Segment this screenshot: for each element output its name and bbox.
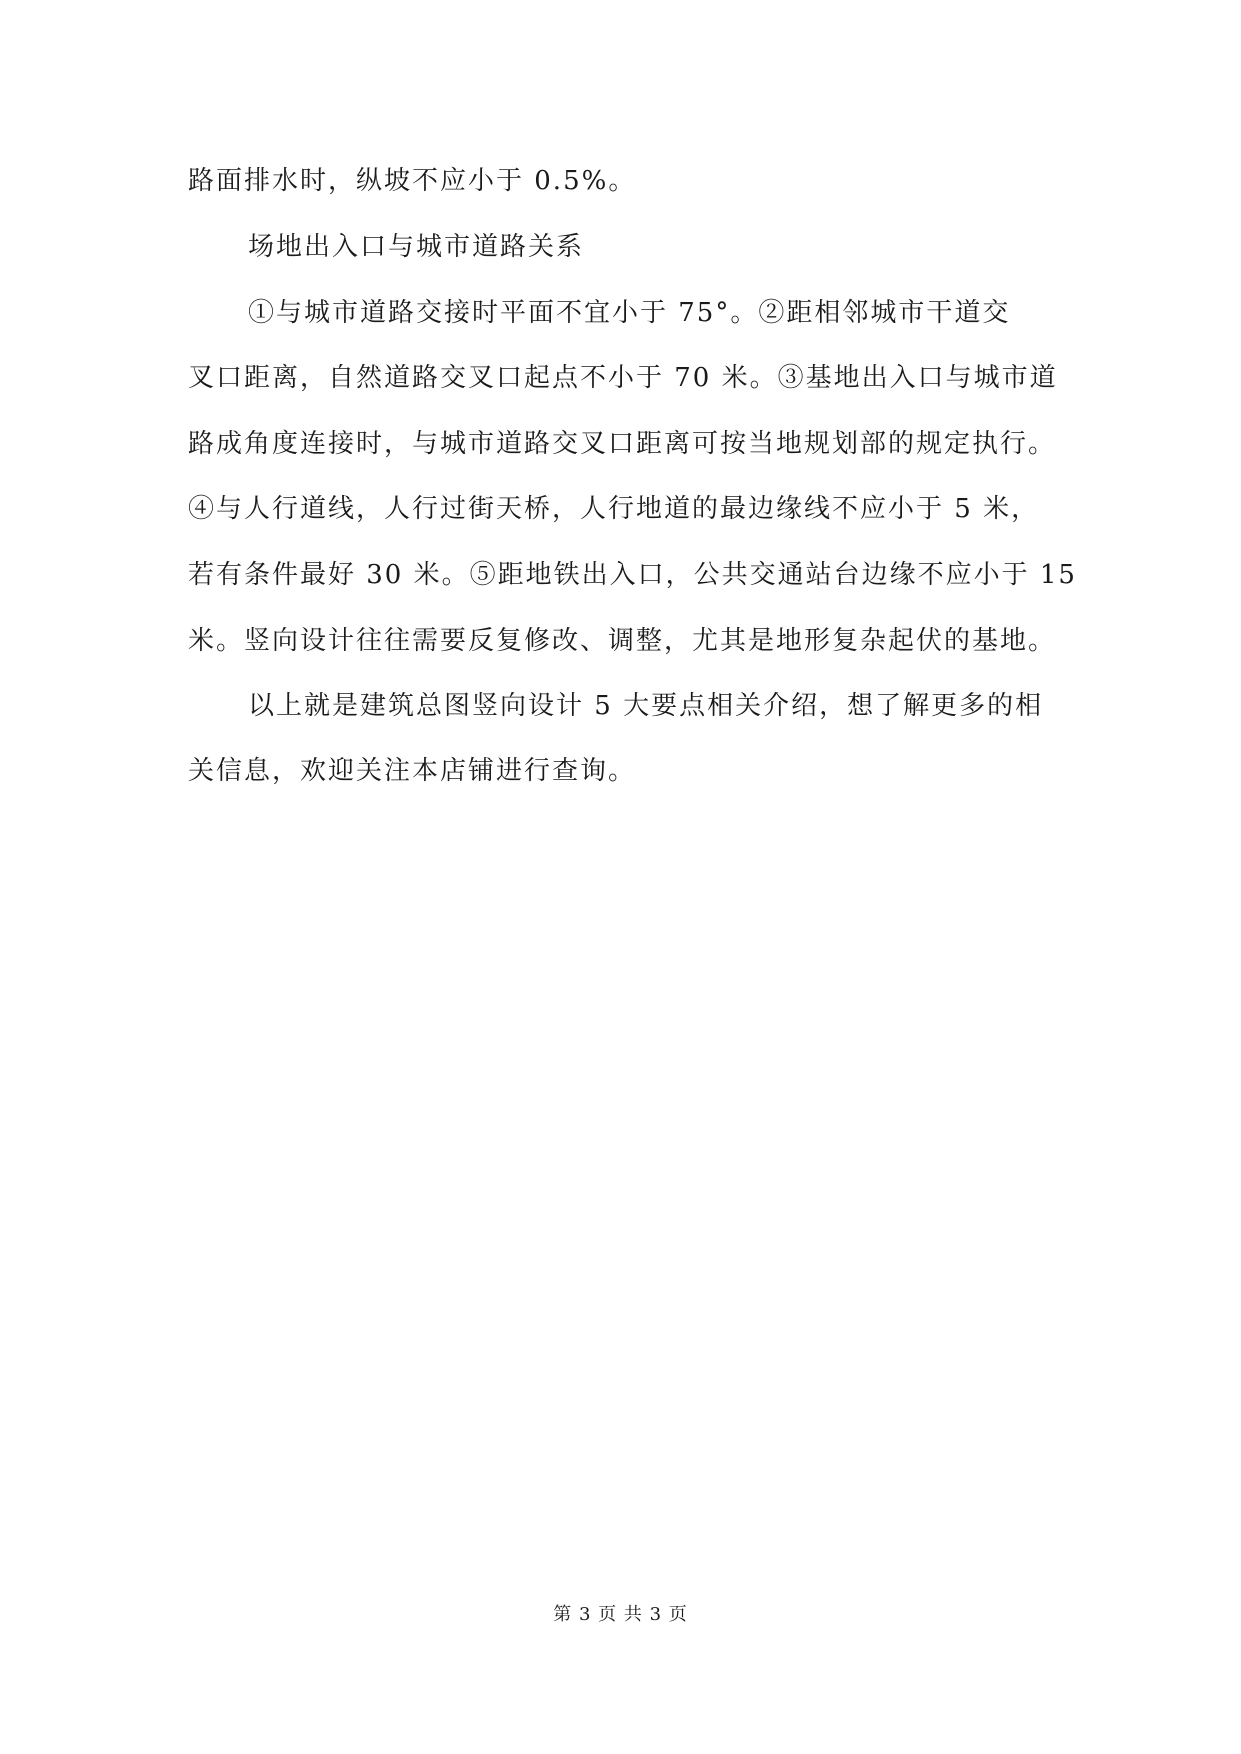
section-heading: 场地出入口与城市道路关系 xyxy=(248,232,585,262)
text-line: 路面排水时，纵坡不应小于 0.5%。 xyxy=(188,166,637,196)
text-line: 以上就是建筑总图竖向设计 5 大要点相关介绍，想了解更多的相 xyxy=(248,691,1044,721)
text-line: 关信息，欢迎关注本店铺进行查询。 xyxy=(188,756,637,786)
text-line: 路成角度连接时，与城市道路交叉口距离可按当地规划部的规定执行。 xyxy=(188,429,1057,459)
text-line: ①与城市道路交接时平面不宜小于 75°。②距相邻城市干道交 xyxy=(248,298,1011,328)
text-line: 若有条件最好 30 米。⑤距地铁出入口，公共交通站台边缘不应小于 15 xyxy=(188,560,1077,590)
text-line: 米。竖向设计往往需要反复修改、调整，尤其是地形复杂起伏的基地。 xyxy=(188,626,1057,656)
text-line: 叉口距离，自然道路交叉口起点不小于 70 米。③基地出入口与城市道 xyxy=(188,363,1058,393)
text-line: ④与人行道线，人行过街天桥，人行地道的最边缘线不应小于 5 米， xyxy=(188,494,1040,524)
page-number-footer: 第 3 页 共 3 页 xyxy=(553,1604,688,1625)
